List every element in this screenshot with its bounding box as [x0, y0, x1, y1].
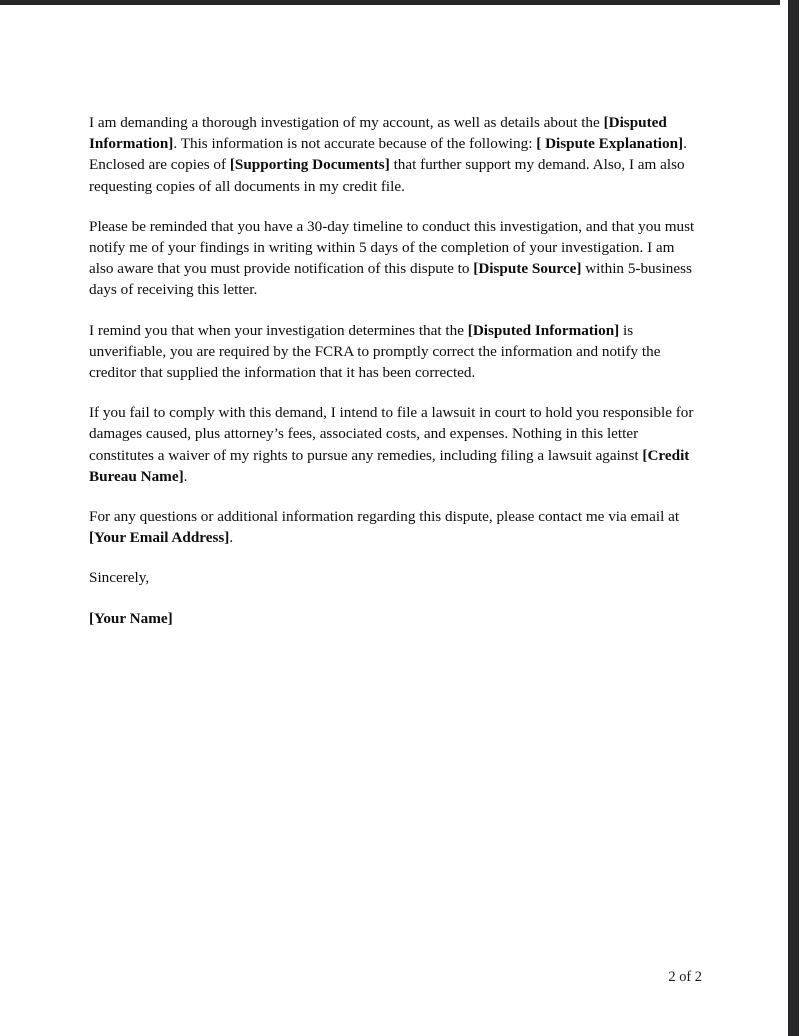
page-number-footer: 2 of 2 [668, 969, 702, 985]
paragraph-contact-info [89, 506, 702, 548]
scan-edge-right [788, 0, 799, 1036]
scan-edge-top [0, 0, 780, 5]
text-segment: . This information is not accurate because of the following: [173, 135, 537, 153]
paragraph-timeline-notice [89, 216, 702, 301]
text-segment: I am demanding a thorough investigation of my account, as well as details about the [89, 114, 604, 131]
text-segment: I remind you that when your investigation determines that the [89, 321, 468, 339]
text-segment: For any questions or additional information regarding this dispute, please contact me via email at [89, 508, 680, 526]
paragraph-legal-warning [89, 402, 702, 487]
placeholder-disputed-information-2: [Disputed Information] [467, 321, 620, 339]
placeholder-dispute-explanation: [ Dispute Explanation] [536, 135, 684, 153]
text-segment: is unverifiable, you are required by the FCRA to promptly correct the information and notify the creditor that supplied the information that it has been corrected. [89, 321, 661, 382]
placeholder-credit-bureau-name: [Credit Bureau Name] [89, 446, 690, 485]
placeholder-disputed-information: [Disputed Information] [89, 114, 667, 153]
letter-body [89, 112, 702, 629]
signature-placeholder-your-name: [Your Name] [89, 609, 173, 627]
text-segment: . [183, 467, 188, 485]
text-segment: Please be reminded that you have a 30-day timeline to conduct this investigation, and that you must notify me of your findings in writing within 5 days of the completion of your investigation. I am also aware that you must provide notification of this dispute to [89, 217, 695, 278]
placeholder-dispute-source: [Dispute Source] [473, 260, 582, 278]
text-segment: If you fail to comply with this demand, I intend to file a lawsuit in court to hold you responsible for damages caused, plus attorney’s fees, associated costs, and expenses. Nothing in this letter constitutes a waiver of my rights to pursue any remedies, including filing a lawsuit against [89, 404, 694, 464]
text-segment: . Enclosed are copies of [89, 135, 687, 174]
text-segment: within 5-business days of receiving this letter. [89, 260, 692, 299]
text-segment: that further support my demand. Also, I am also requesting copies of all documents in my credit file. [89, 156, 685, 195]
paragraph-fcra-reminder [89, 320, 702, 384]
text-segment: . [229, 529, 234, 547]
placeholder-your-email-address: [Your Email Address] [89, 529, 230, 547]
closing-salutation: Sincerely, [89, 569, 150, 587]
placeholder-supporting-documents: [Supporting Documents] [229, 156, 390, 174]
paragraph-investigation-demand [89, 112, 702, 197]
